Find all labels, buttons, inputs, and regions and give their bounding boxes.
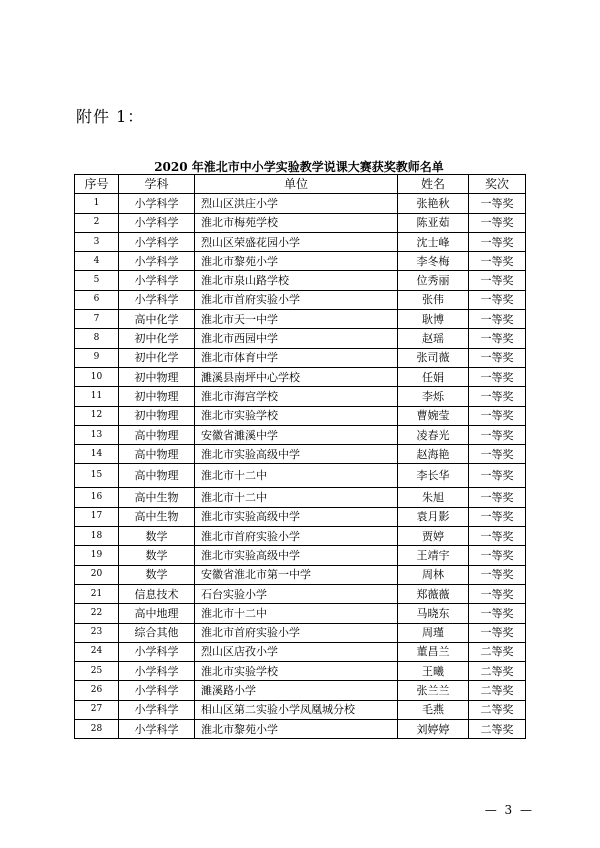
table-row [75,565,526,584]
header-subject: 学科 [119,175,195,194]
table-row [75,213,526,232]
attachment-label: 附件 1： [76,107,145,126]
row-teacher-name: 马晓东 [398,604,469,623]
awards-table [74,174,526,739]
row-teacher-name: 张兰兰 [398,681,469,700]
row-school: 淮北市实验高级中学 [195,507,398,526]
row-school: 淮北市体育中学 [195,348,398,367]
row-teacher-name: 位秀丽 [398,271,469,290]
row-subject: 高中生物 [119,507,195,526]
row-award: 一等奖 [469,194,526,213]
table-row [75,367,526,386]
row-school: 淮北市十二中 [195,604,398,623]
row-school: 淮北市实验学校 [195,662,398,681]
row-index: 14 [75,445,119,464]
row-index: 3 [75,232,119,251]
row-index: 20 [75,565,119,584]
row-award: 一等奖 [469,329,526,348]
table-row [75,546,526,565]
row-subject: 小学科学 [119,252,195,271]
row-subject: 综合其他 [119,623,195,642]
row-index: 10 [75,367,119,386]
row-award: 二等奖 [469,662,526,681]
row-award: 一等奖 [469,445,526,464]
row-subject: 初中化学 [119,329,195,348]
table-row [75,681,526,700]
row-teacher-name: 陈亚茹 [398,213,469,232]
row-index: 4 [75,252,119,271]
row-teacher-name: 耿博 [398,310,469,329]
row-school: 淮北市实验高级中学 [195,445,398,464]
row-award: 一等奖 [469,565,526,584]
row-school: 烈山区店孜小学 [195,642,398,661]
row-award: 一等奖 [469,290,526,309]
row-index: 5 [75,271,119,290]
row-teacher-name: 张艳秋 [398,194,469,213]
table-body [75,194,526,739]
row-teacher-name: 刘婷婷 [398,720,469,739]
row-teacher-name: 毛燕 [398,700,469,719]
row-teacher-name: 凌春光 [398,425,469,444]
row-teacher-name: 沈士峰 [398,232,469,251]
row-award: 一等奖 [469,310,526,329]
table-row [75,642,526,661]
header-school: 单位 [195,175,398,194]
table-row [75,445,526,464]
row-school: 烈山区洪庄小学 [195,194,398,213]
row-index: 2 [75,213,119,232]
table-row [75,425,526,444]
row-school: 濉溪县南坪中心学校 [195,367,398,386]
row-subject: 小学科学 [119,681,195,700]
table-row [75,194,526,213]
row-school: 淮北市天一中学 [195,310,398,329]
row-school: 淮北市海宫学校 [195,387,398,406]
row-school: 淮北市首府实验小学 [195,527,398,546]
row-school: 相山区第二实验小学凤凰城分校 [195,700,398,719]
table-row [75,387,526,406]
row-teacher-name: 赵瑶 [398,329,469,348]
row-subject: 小学科学 [119,271,195,290]
row-index: 15 [75,464,119,488]
table-row [75,700,526,719]
row-teacher-name: 曹婉莹 [398,406,469,425]
table-row [75,527,526,546]
row-teacher-name: 袁月影 [398,507,469,526]
row-subject: 小学科学 [119,290,195,309]
row-teacher-name: 周林 [398,565,469,584]
header-name: 姓名 [398,175,469,194]
row-subject: 高中地理 [119,604,195,623]
row-teacher-name: 任娟 [398,367,469,386]
row-index: 22 [75,604,119,623]
header-award: 奖次 [469,175,526,194]
row-index: 21 [75,584,119,603]
row-award: 一等奖 [469,367,526,386]
row-subject: 数学 [119,546,195,565]
table-row [75,604,526,623]
row-subject: 数学 [119,565,195,584]
row-teacher-name: 董昌兰 [398,642,469,661]
row-school: 淮北市十二中 [195,488,398,507]
row-index: 8 [75,329,119,348]
row-award: 一等奖 [469,252,526,271]
row-award: 一等奖 [469,604,526,623]
table-row [75,406,526,425]
table-row [75,662,526,681]
row-award: 一等奖 [469,546,526,565]
row-teacher-name: 朱旭 [398,488,469,507]
row-teacher-name: 李冬梅 [398,252,469,271]
row-subject: 小学科学 [119,720,195,739]
row-school: 淮北市黎苑小学 [195,252,398,271]
table-row [75,310,526,329]
row-subject: 高中化学 [119,310,195,329]
row-teacher-name: 周瑾 [398,623,469,642]
table-row [75,623,526,642]
row-teacher-name: 王靖宇 [398,546,469,565]
row-index: 25 [75,662,119,681]
row-subject: 高中生物 [119,488,195,507]
row-school: 淮北市首府实验小学 [195,623,398,642]
row-award: 一等奖 [469,425,526,444]
row-award: 一等奖 [469,507,526,526]
table-row [75,488,526,507]
row-index: 23 [75,623,119,642]
table-header-row [75,175,526,194]
table-row [75,507,526,526]
row-school: 淮北市首府实验小学 [195,290,398,309]
row-index: 11 [75,387,119,406]
table-row [75,271,526,290]
row-index: 9 [75,348,119,367]
row-index: 17 [75,507,119,526]
row-subject: 小学科学 [119,194,195,213]
row-school: 濉溪路小学 [195,681,398,700]
row-school: 淮北市十二中 [195,464,398,488]
row-award: 二等奖 [469,700,526,719]
row-subject: 高中物理 [119,425,195,444]
row-teacher-name: 郑薇薇 [398,584,469,603]
row-index: 28 [75,720,119,739]
row-school: 石台实验小学 [195,584,398,603]
row-award: 二等奖 [469,681,526,700]
row-award: 一等奖 [469,213,526,232]
document-title: 2020 年淮北市中小学实验教学说课大赛获奖教师名单 [154,160,444,174]
row-subject: 高中物理 [119,464,195,488]
row-award: 一等奖 [469,406,526,425]
row-index: 16 [75,488,119,507]
row-subject: 小学科学 [119,700,195,719]
table-row [75,584,526,603]
header-index: 序号 [75,175,119,194]
row-index: 27 [75,700,119,719]
row-index: 24 [75,642,119,661]
row-teacher-name: 张伟 [398,290,469,309]
row-subject: 初中物理 [119,387,195,406]
table-row [75,290,526,309]
row-award: 一等奖 [469,348,526,367]
row-teacher-name: 李烁 [398,387,469,406]
row-teacher-name: 李长华 [398,464,469,488]
row-subject: 小学科学 [119,642,195,661]
row-award: 一等奖 [469,464,526,488]
row-subject: 信息技术 [119,584,195,603]
row-index: 18 [75,527,119,546]
row-teacher-name: 贾婷 [398,527,469,546]
table-row [75,464,526,488]
table-row [75,252,526,271]
row-subject: 数学 [119,527,195,546]
row-index: 19 [75,546,119,565]
row-award: 一等奖 [469,623,526,642]
row-school: 安徽省濉溪中学 [195,425,398,444]
row-subject: 小学科学 [119,232,195,251]
row-index: 13 [75,425,119,444]
table-row [75,348,526,367]
table-row [75,329,526,348]
row-school: 淮北市实验高级中学 [195,546,398,565]
row-teacher-name: 张司薇 [398,348,469,367]
row-school: 安徽省淮北市第一中学 [195,565,398,584]
page-number: — 3 — [484,803,534,817]
row-school: 淮北市梅苑学校 [195,213,398,232]
row-award: 一等奖 [469,387,526,406]
row-teacher-name: 王曦 [398,662,469,681]
table-row [75,720,526,739]
row-award: 二等奖 [469,642,526,661]
row-school: 淮北市黎苑小学 [195,720,398,739]
row-teacher-name: 赵海艳 [398,445,469,464]
row-award: 一等奖 [469,527,526,546]
row-award: 二等奖 [469,720,526,739]
row-subject: 小学科学 [119,662,195,681]
row-school: 淮北市泉山路学校 [195,271,398,290]
table-row [75,232,526,251]
row-subject: 小学科学 [119,213,195,232]
row-school: 烈山区荣盛花园小学 [195,232,398,251]
row-award: 一等奖 [469,271,526,290]
row-school: 淮北市西园中学 [195,329,398,348]
row-index: 12 [75,406,119,425]
row-subject: 初中化学 [119,348,195,367]
row-school: 淮北市实验学校 [195,406,398,425]
row-subject: 高中物理 [119,445,195,464]
row-award: 一等奖 [469,584,526,603]
row-index: 7 [75,310,119,329]
row-subject: 初中物理 [119,406,195,425]
row-subject: 初中物理 [119,367,195,386]
row-index: 1 [75,194,119,213]
row-index: 26 [75,681,119,700]
row-award: 一等奖 [469,488,526,507]
row-index: 6 [75,290,119,309]
row-award: 一等奖 [469,232,526,251]
